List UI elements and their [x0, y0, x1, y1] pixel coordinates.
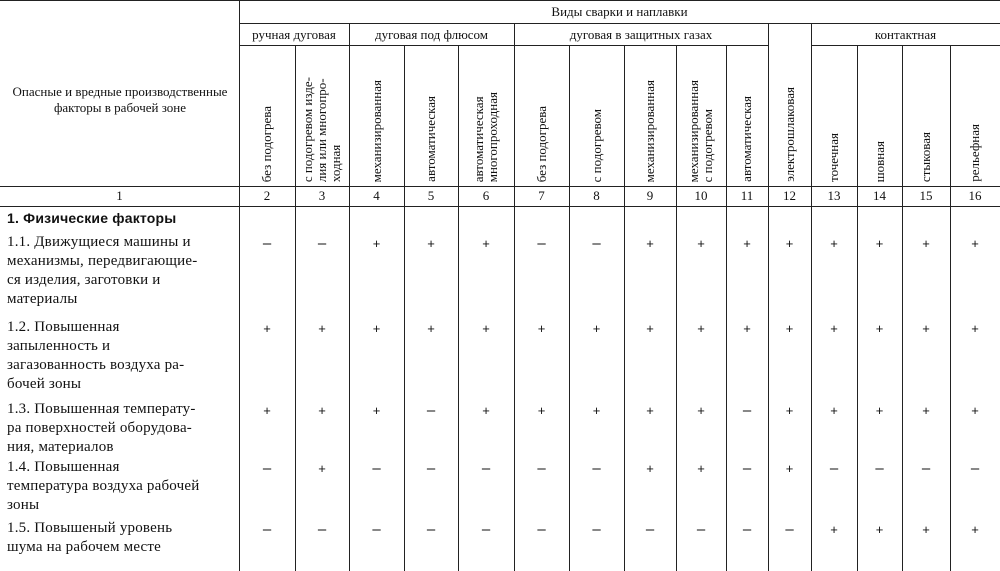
subcolumn-header-cell [676, 49, 726, 182]
subcolumn-header-cell [514, 49, 569, 182]
plus-mark: + [743, 236, 751, 251]
subcolumn-header: автоматическая многопроходная [471, 91, 500, 182]
plus-mark: + [785, 461, 794, 476]
welding-types-header: Виды сварки и наплавки [551, 4, 688, 19]
dash-mark: – [481, 521, 491, 538]
column-number: 2 [263, 188, 271, 203]
plus-mark: + [318, 321, 326, 336]
dash-mark: – [696, 521, 706, 538]
group-header: ручная дуговая [252, 26, 336, 42]
subcolumn-header-cell [726, 49, 768, 182]
subcolumn-header: автоматическая [423, 96, 438, 182]
row-label-line: зоны [7, 497, 40, 513]
plus-mark: + [875, 321, 884, 336]
row-label-line: 1.2. Повышенная [7, 319, 120, 335]
subcolumn-header-cell [458, 49, 514, 182]
column-number: 14 [873, 188, 886, 203]
row-label-line: 1.5. Повышеный уровень [7, 520, 173, 536]
dash-mark: – [921, 460, 931, 477]
row-label-line: материалы [7, 291, 78, 307]
plus-mark: + [482, 236, 490, 251]
plus-mark: + [318, 403, 326, 418]
plus-mark: + [922, 321, 930, 336]
dash-mark: – [829, 460, 839, 477]
subcolumn-header: шовная [871, 140, 887, 182]
row-label-line: температура воздуха рабочей [7, 478, 200, 494]
dash-mark: – [426, 460, 436, 477]
plus-mark: + [427, 321, 435, 336]
plus-mark: + [785, 403, 794, 418]
plus-mark: + [971, 403, 979, 418]
subcolumn-header-cell [239, 49, 295, 182]
subcolumn-header: рельефная [967, 124, 982, 182]
group-header: контактная [874, 26, 937, 42]
plus-mark: + [830, 236, 838, 251]
plus-mark: + [830, 522, 838, 537]
column-number: 12 [783, 188, 796, 203]
dash-mark: – [742, 521, 752, 538]
dash-mark: – [372, 460, 381, 477]
plus-mark: + [830, 321, 838, 336]
subcolumn-header: механизированная с подогревом [686, 79, 715, 182]
row-label-line: ра поверхностей оборудова- [7, 420, 192, 436]
plus-mark: + [646, 236, 654, 251]
subcolumn-header-cell [950, 49, 1000, 182]
column-number: 3 [318, 188, 326, 203]
subcolumn-header-cell [349, 49, 404, 182]
row-label-line: механизмы, передвигающие- [7, 253, 198, 269]
column-number: 8 [593, 188, 600, 203]
subcolumn-header-cell [404, 49, 458, 182]
plus-mark: + [592, 321, 601, 336]
subcolumn-header: точечная [826, 133, 841, 182]
plus-mark: + [971, 522, 979, 537]
dash-mark: – [592, 235, 601, 252]
plus-mark: + [971, 236, 979, 251]
row-label-line: 1.1. Движущиеся машины и [7, 234, 191, 250]
subcolumn-header: автоматическая [739, 96, 754, 182]
subcolumn-header-cell [569, 49, 624, 182]
plus-mark: + [482, 403, 490, 418]
plus-mark: + [263, 321, 271, 336]
group-header: дуговая под флюсом [374, 26, 489, 42]
plus-mark: + [875, 403, 884, 418]
plus-mark: + [646, 321, 654, 336]
column-number: 10 [694, 188, 708, 203]
subcolumn-header-cell [902, 49, 950, 182]
column-number: 11 [740, 188, 754, 203]
plus-mark: + [922, 522, 930, 537]
row-label-line: загазованность воздуха ра- [7, 357, 185, 373]
dash-mark: – [262, 521, 272, 538]
subcolumn-header: электрошлаковая [781, 87, 797, 182]
plus-mark: + [971, 321, 979, 336]
plus-mark: + [743, 321, 751, 336]
column-number: 15 [919, 188, 933, 203]
subcolumn-header: без подогрева [533, 105, 549, 182]
plus-mark: + [646, 403, 654, 418]
dash-mark: – [970, 460, 980, 477]
dash-mark: – [875, 460, 884, 477]
column-number: 6 [482, 188, 490, 203]
dash-mark: – [592, 460, 601, 477]
subcolumn-header-cell [295, 49, 349, 182]
column-number: 1 [116, 188, 123, 203]
plus-mark: + [537, 403, 546, 418]
plus-mark: + [537, 321, 546, 336]
plus-mark: + [697, 236, 705, 251]
dash-mark: – [592, 521, 601, 538]
plus-mark: + [482, 321, 490, 336]
dash-mark: – [372, 521, 381, 538]
plus-mark: + [592, 403, 601, 418]
row-label-line: ния, материалов [7, 439, 114, 455]
column-number: 7 [538, 188, 545, 203]
dash-mark: – [645, 521, 655, 538]
dash-mark: – [481, 460, 491, 477]
plus-mark: + [372, 236, 381, 251]
column-number: 13 [827, 188, 841, 203]
plus-mark: + [922, 236, 930, 251]
subcolumn-header: с подогревом [588, 108, 604, 182]
dash-mark: – [317, 521, 327, 538]
column-number: 4 [373, 188, 380, 203]
subcolumn-header: стыковая [918, 131, 933, 182]
dash-mark: – [742, 402, 752, 419]
plus-mark: + [875, 236, 884, 251]
dash-mark: – [262, 235, 272, 252]
column-number: 9 [646, 188, 654, 203]
dash-mark: – [537, 235, 546, 252]
plus-mark: + [427, 236, 435, 251]
column-number: 5 [427, 188, 435, 203]
subcolumn-header-cell [857, 49, 902, 182]
plus-mark: + [646, 461, 654, 476]
plus-mark: + [263, 403, 271, 418]
subcolumn-header: без подогрева [259, 105, 274, 182]
subcolumn-header: механизированная [368, 79, 384, 182]
subcolumn-header: с подогревом изде- лия или многопро- ходная [300, 76, 343, 182]
dash-mark: – [426, 402, 436, 419]
subcolumn-header-cell [624, 49, 676, 182]
row-label-line: бочей зоны [7, 376, 82, 392]
column-number: 16 [968, 188, 982, 203]
plus-mark: + [697, 461, 705, 476]
plus-mark: + [830, 403, 838, 418]
plus-mark: + [318, 461, 326, 476]
dash-mark: – [785, 521, 794, 538]
row-label-line: запыленность и [7, 338, 111, 354]
plus-mark: + [922, 403, 930, 418]
row-label-line: ся изделия, заготовки и [7, 272, 161, 288]
plus-mark: + [875, 522, 884, 537]
plus-mark: + [697, 403, 705, 418]
subcolumn-header-cell [811, 49, 857, 182]
group-header: дуговая в защитных газах [569, 26, 713, 42]
plus-mark: + [372, 403, 381, 418]
factors-column-header: Опасные и вредные производственные факторы в рабочей зоне [12, 84, 228, 115]
dash-mark: – [537, 521, 546, 538]
subcolumn-header: механизированная [642, 79, 657, 182]
plus-mark: + [785, 236, 794, 251]
dash-mark: – [262, 460, 272, 477]
plus-mark: + [697, 321, 705, 336]
row-label-line: шума на рабочем месте [7, 539, 162, 555]
dash-mark: – [426, 521, 436, 538]
row-label-line: 1.4. Повышенная [7, 459, 120, 475]
row-label-line: 1.3. Повышенная температу- [7, 401, 196, 417]
dash-mark: – [742, 460, 752, 477]
plus-mark: + [785, 321, 794, 336]
section-title: 1. Физические факторы [7, 210, 177, 226]
dash-mark: – [537, 460, 546, 477]
subcolumn-header-cell [768, 27, 811, 182]
dash-mark: – [317, 235, 327, 252]
plus-mark: + [372, 321, 381, 336]
